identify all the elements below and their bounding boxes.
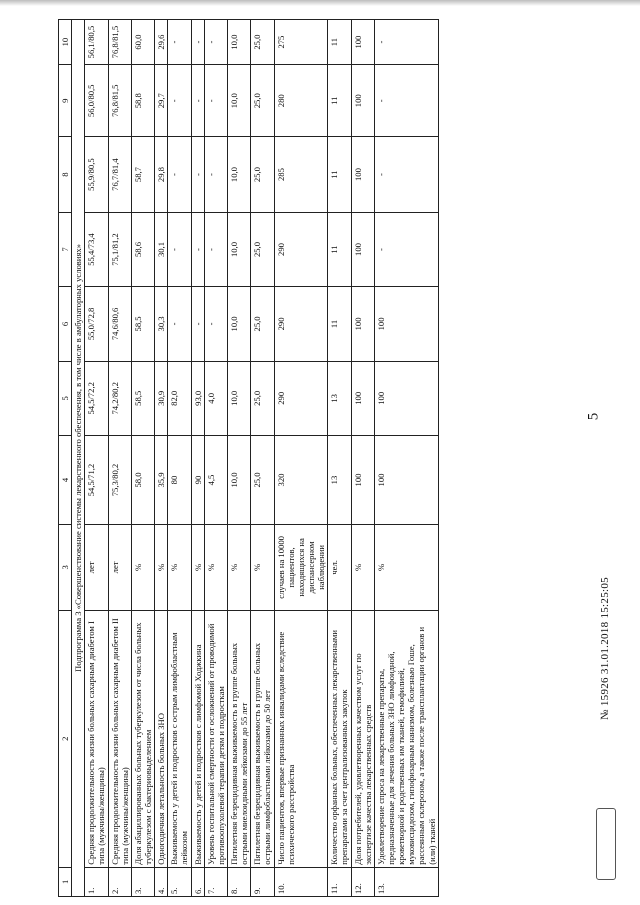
table-row xyxy=(227,20,250,897)
value-cell: 100 xyxy=(374,361,438,435)
row-number: 4. xyxy=(155,867,168,896)
unit-cell: % xyxy=(227,525,250,611)
table-row xyxy=(131,20,154,897)
value-cell: 58,5 xyxy=(131,287,154,361)
table-row xyxy=(204,20,227,897)
footer-registration: № 15926 31.01.2018 15:25:05 xyxy=(599,577,611,720)
table-row xyxy=(274,20,328,897)
indicator-name: Одногодичная летальность больных ЗНО xyxy=(155,610,168,867)
electronic-stamp xyxy=(596,808,616,880)
header-cell: 4 xyxy=(59,436,72,525)
table-row xyxy=(85,20,108,897)
value-cell: 100 xyxy=(351,137,374,213)
value-cell: 58,7 xyxy=(131,137,154,213)
row-number: 7. xyxy=(204,867,227,896)
header-cell: 6 xyxy=(59,287,72,361)
value-cell: 11 xyxy=(328,137,351,213)
value-cell: 90 xyxy=(191,436,204,525)
table-row xyxy=(191,20,204,897)
value-cell: 10,0 xyxy=(227,137,250,213)
value-cell: 10,0 xyxy=(227,361,250,435)
value-cell: - xyxy=(204,20,227,65)
value-cell: - xyxy=(168,287,191,361)
header-row xyxy=(59,20,72,897)
value-cell: 10,0 xyxy=(227,212,250,286)
value-cell: 75,1/81,2 xyxy=(108,212,131,286)
value-cell: 54,5/72,2 xyxy=(85,361,108,435)
row-number: 1. xyxy=(85,867,108,896)
value-cell: - xyxy=(204,212,227,286)
unit-cell: % xyxy=(204,525,227,611)
header-cell: 5 xyxy=(59,361,72,435)
value-cell: 76,7/81,4 xyxy=(108,137,131,213)
value-cell: - xyxy=(191,212,204,286)
indicator-name: Удовлетворение спроса на лекарственные препараты, предназначенные для лечения больных ЗНО лимфоидной, кроветворной и родственных им тканей, гемофилией, муковисцидозом, гипофизарным нанизмом, болезнью Гоше, рассеянным склерозом, а также после трансплантации органов и (или) тканей xyxy=(374,610,438,867)
value-cell: 4,0 xyxy=(204,361,227,435)
subprogram-title: Подпрограмма 3 «Совершенствование системы лекарственного обеспечения, в том числе в амбулаторных условиях» xyxy=(72,20,85,897)
value-cell: 25,0 xyxy=(251,65,274,137)
value-cell: 35,9 xyxy=(155,436,168,525)
header-cell: 1 xyxy=(59,867,72,896)
unit-cell: случаев на 10000 пациентов, находящихся на диспансерном наблюдении xyxy=(274,525,328,611)
value-cell: - xyxy=(191,20,204,65)
table-row xyxy=(251,20,274,897)
table-row xyxy=(374,20,438,897)
rotated-table-container xyxy=(58,19,582,897)
value-cell: 10,0 xyxy=(227,20,250,65)
value-cell: 30,3 xyxy=(155,287,168,361)
value-cell: 54,5/71,2 xyxy=(85,436,108,525)
row-number: 13. xyxy=(374,867,438,896)
indicator-name: Выживаемость у детей и подростков с лимфомой Ходжкина xyxy=(191,610,204,867)
value-cell: 58,5 xyxy=(131,361,154,435)
header-cell: 3 xyxy=(59,525,72,611)
row-number: 9. xyxy=(251,867,274,896)
table-row xyxy=(168,20,191,897)
unit-cell: % xyxy=(251,525,274,611)
value-cell: 74,2/80,2 xyxy=(108,361,131,435)
value-cell: 100 xyxy=(374,287,438,361)
value-cell: - xyxy=(191,137,204,213)
row-number: 12. xyxy=(351,867,374,896)
row-number: 10. xyxy=(274,867,328,896)
value-cell: 25,0 xyxy=(251,212,274,286)
value-cell: 10,0 xyxy=(227,65,250,137)
header-cell: 7 xyxy=(59,212,72,286)
value-cell: - xyxy=(374,65,438,137)
value-cell: 280 xyxy=(274,65,328,137)
value-cell: 55,0/72,8 xyxy=(85,287,108,361)
value-cell: 56,1/80,5 xyxy=(85,20,108,65)
value-cell: - xyxy=(191,65,204,137)
value-cell: 290 xyxy=(274,287,328,361)
value-cell: 58,0 xyxy=(131,436,154,525)
value-cell: 55,4/73,4 xyxy=(85,212,108,286)
value-cell: 100 xyxy=(351,65,374,137)
indicator-name: Пятилетняя безрецидивная выживаемость в группе больных острыми миелоидными лейкозами до 55 лет xyxy=(227,610,250,867)
value-cell: 11 xyxy=(328,287,351,361)
unit-cell: % xyxy=(351,525,374,611)
value-cell: 285 xyxy=(274,137,328,213)
value-cell: - xyxy=(168,212,191,286)
indicator-name: Выживаемость у детей и подростков с острым лимфобластным лейкозом xyxy=(168,610,191,867)
unit-cell: лет xyxy=(85,525,108,611)
value-cell: - xyxy=(168,65,191,137)
value-cell: 100 xyxy=(351,212,374,286)
value-cell: 80 xyxy=(168,436,191,525)
row-number: 8. xyxy=(227,867,250,896)
value-cell: 74,6/80,6 xyxy=(108,287,131,361)
value-cell: 100 xyxy=(351,436,374,525)
header-cell: 10 xyxy=(59,20,72,65)
unit-cell: чел. xyxy=(328,525,351,611)
value-cell: 25,0 xyxy=(251,436,274,525)
value-cell: 30,1 xyxy=(155,212,168,286)
value-cell: 25,0 xyxy=(251,137,274,213)
value-cell: 93,0 xyxy=(191,361,204,435)
value-cell: 100 xyxy=(374,436,438,525)
unit-cell: % xyxy=(155,525,168,611)
value-cell: 56,0/80,5 xyxy=(85,65,108,137)
value-cell: 4,5 xyxy=(204,436,227,525)
table-row xyxy=(328,20,351,897)
value-cell: - xyxy=(374,20,438,65)
value-cell: 76,8/81,5 xyxy=(108,65,131,137)
unit-cell: % xyxy=(168,525,191,611)
unit-cell: % xyxy=(191,525,204,611)
row-number: 11. xyxy=(328,867,351,896)
row-number: 2. xyxy=(108,867,131,896)
value-cell: - xyxy=(374,212,438,286)
value-cell: 290 xyxy=(274,212,328,286)
value-cell: 29,8 xyxy=(155,137,168,213)
value-cell: 10,0 xyxy=(227,287,250,361)
unit-cell: % xyxy=(374,525,438,611)
value-cell: 29,6 xyxy=(155,20,168,65)
value-cell: 290 xyxy=(274,361,328,435)
value-cell: - xyxy=(204,137,227,213)
indicator-name: Число пациентов, впервые признанных инвалидами вследствие психического расстройства xyxy=(274,610,328,867)
scan-edge xyxy=(0,0,640,6)
value-cell: - xyxy=(204,65,227,137)
value-cell: 25,0 xyxy=(251,287,274,361)
row-number: 5. xyxy=(168,867,191,896)
value-cell: 100 xyxy=(351,287,374,361)
value-cell: 55,9/80,5 xyxy=(85,137,108,213)
value-cell: 100 xyxy=(351,361,374,435)
subprogram-row xyxy=(72,20,85,897)
header-cell: 2 xyxy=(59,610,72,867)
indicator-name: Средняя продолжительность жизни больных сахарным диабетом II типа (мужчины/женщины) xyxy=(108,610,131,867)
value-cell: 29,7 xyxy=(155,65,168,137)
indicator-name: Доля абациллированных больных туберкулезом от числа больных туберкулезом с бактериовыделением xyxy=(131,610,154,867)
indicator-name: Средняя продолжительность жизни больных сахарным диабетом I типа (мужчины/женщины) xyxy=(85,610,108,867)
value-cell: 60,0 xyxy=(131,20,154,65)
row-number: 6. xyxy=(191,867,204,896)
value-cell: 100 xyxy=(351,20,374,65)
value-cell: - xyxy=(168,137,191,213)
indicator-name: Доля потребителей, удовлетворенных качеством услуг по экспертизе качества лекарственных средств xyxy=(351,610,374,867)
value-cell: - xyxy=(168,20,191,65)
value-cell: 11 xyxy=(328,20,351,65)
row-number: 3. xyxy=(131,867,154,896)
value-cell: - xyxy=(374,137,438,213)
indicator-name: Количество орфанных больных, обеспеченных лекарственными препаратами за счет централизованных закупок xyxy=(328,610,351,867)
value-cell: - xyxy=(191,287,204,361)
header-cell: 9 xyxy=(59,65,72,137)
value-cell: 13 xyxy=(328,361,351,435)
unit-cell: лет xyxy=(108,525,131,611)
value-cell: 275 xyxy=(274,20,328,65)
value-cell: 13 xyxy=(328,436,351,525)
page-number: 5 xyxy=(585,412,602,421)
value-cell: - xyxy=(204,287,227,361)
unit-cell: % xyxy=(131,525,154,611)
value-cell: 25,0 xyxy=(251,361,274,435)
table-row xyxy=(155,20,168,897)
value-cell: 58,6 xyxy=(131,212,154,286)
value-cell: 75,3/80,2 xyxy=(108,436,131,525)
value-cell: 25,0 xyxy=(251,20,274,65)
value-cell: 82,0 xyxy=(168,361,191,435)
value-cell: 30,9 xyxy=(155,361,168,435)
indicators-table xyxy=(58,19,439,897)
table-row xyxy=(108,20,131,897)
value-cell: 10,0 xyxy=(227,436,250,525)
value-cell: 76,8/81,5 xyxy=(108,20,131,65)
table-row xyxy=(351,20,374,897)
indicator-name: Уровень госпитальной смертности от осложнений от проводимой противоопухолевой терапии детям и подросткам xyxy=(204,610,227,867)
value-cell: 320 xyxy=(274,436,328,525)
value-cell: 11 xyxy=(328,65,351,137)
header-cell: 8 xyxy=(59,137,72,213)
value-cell: 58,8 xyxy=(131,65,154,137)
value-cell: 11 xyxy=(328,212,351,286)
indicator-name: Пятилетняя безрецидивная выживаемость в группе больных острыми лимфобластными лейкозами до 50 лет xyxy=(251,610,274,867)
